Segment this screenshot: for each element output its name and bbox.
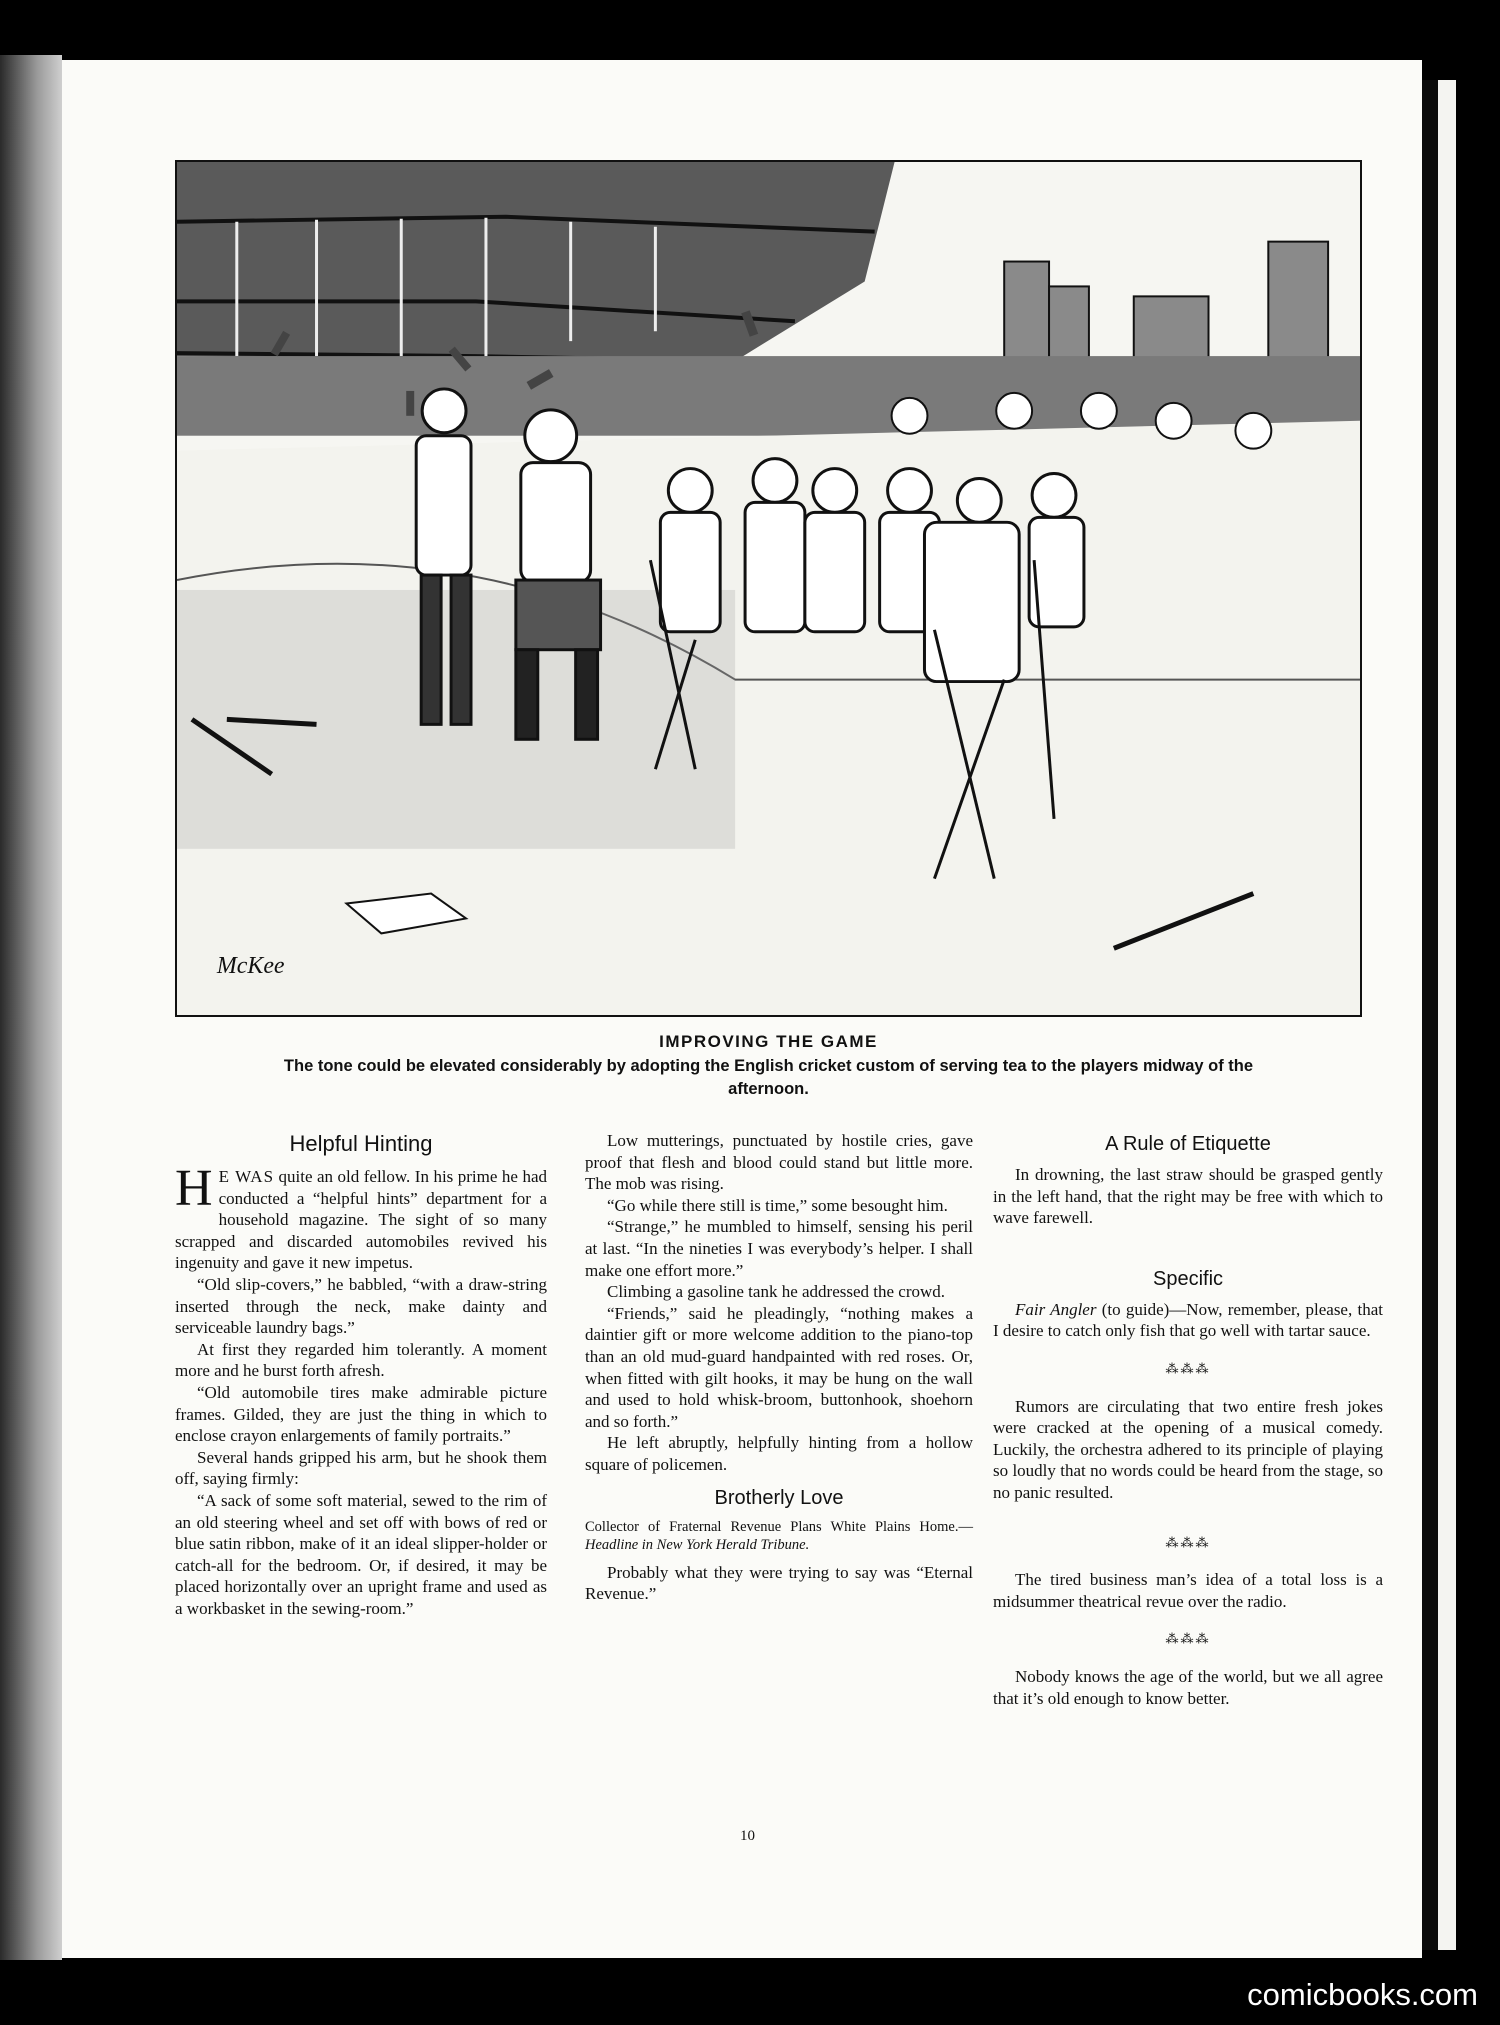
- article-paragraph: He left abruptly, helpfully hinting from a hollow square of policemen.: [585, 1433, 973, 1474]
- opening-text: quite an old fellow. In his prime he had conducted a “helpful hints” department for a household magazine. The sight of so many scrapped and discarded automobiles revived his ingenuity and gave it new impetus.: [175, 1167, 547, 1273]
- article-paragraph: Climbing a gasoline tank he addressed the crowd.: [607, 1282, 946, 1302]
- article-paragraph: [175, 1160, 547, 1274]
- cartoon-caption: [175, 1031, 1362, 1101]
- section-divider-ornament: ⁂⁂⁂: [1165, 1360, 1211, 1376]
- cartoon-caption-text: The tone could be elevated considerably by adopting the English cricket custom of serving tea to the players midway of the afternoon.: [283, 1057, 1254, 1098]
- speaker-name: Fair Angler: [1015, 1299, 1097, 1319]
- section-divider-ornament: ⁂⁂⁂: [1165, 1534, 1211, 1550]
- article-paragraph: Several hands gripped his arm, but he shook them off, saying firmly:: [175, 1447, 547, 1489]
- page-border: [1422, 80, 1438, 1950]
- dialogue-text: (to guide)—Now, remember, please, that I desire to catch only fish that go well with tartar sauce.: [993, 1299, 1383, 1341]
- cartoon-title: IMPROVING THE GAME: [659, 1032, 878, 1051]
- drop-cap: H: [175, 1160, 213, 1217]
- article-paragraph: At first they regarded him tolerantly. A moment more and he burst forth afresh.: [175, 1339, 547, 1381]
- article-paragraph: “Friends,” said he pleadingly, “nothing makes a daintier gift or more welcome addition to the piano-top than an old mud-guard handpainted with red roses. Or, when fitted with gilt hooks, it may be hung on the wall and used to hold whisk-broom, buttonhook, shoehorn and so forth.”: [585, 1303, 973, 1431]
- heading-specific: Specific: [1152, 1267, 1224, 1290]
- grandstand: [177, 162, 895, 361]
- article-paragraph: “A sack of some soft material, sewed to the rim of an old steering wheel and set off with bows of red or blue satin ribbon, make of it an ideal slipper-holder or catch-all for the bedroom. Or, if desired, it may be placed horizontally over an upright frame and used as a workbasket in the sewing-room.”: [175, 1490, 547, 1618]
- book-spine-edge: [0, 55, 62, 1960]
- article-paragraph: In drowning, the last straw should be grasped gently in the left hand, that the right may be free with which to wave farewell.: [993, 1165, 1383, 1228]
- article-paragraph: “Go while there still is time,” some besought him.: [607, 1195, 948, 1215]
- heading-rule-of-etiquette: A Rule of Etiquette: [1105, 1133, 1271, 1155]
- article-paragraph: Probably what they were trying to say was “Eternal Revenue.”: [585, 1562, 973, 1604]
- article-paragraph: Low mutterings, punctuated by hostile cries, gave proof that flesh and blood could stand but little more. The mob was rising.: [585, 1131, 973, 1194]
- article-paragraph: “Old automobile tires make admirable picture frames. Gilded, they are just the thing in which to enclose crayon enlargements of family portraits.”: [175, 1382, 547, 1446]
- headline-quote: [585, 1518, 973, 1554]
- section-divider-ornament: ⁂⁂⁂: [1165, 1631, 1211, 1647]
- column-1: [175, 1130, 547, 1619]
- article-paragraph: Rumors are circulating that two entire fresh jokes were cracked at the opening of a musical comedy. Luckily, the orchestra adhered to its principle of playing so loudly that no words could be heard from the stage, so no panic resulted.: [993, 1396, 1383, 1502]
- artist-signature: McKee: [216, 953, 285, 980]
- article-paragraph: “Strange,” he mumbled to himself, sensing his peril at last. “In the nineties I was everybody’s helper. I shall make one effort more.”: [585, 1217, 973, 1280]
- small-caps-opening: E WAS: [218, 1167, 275, 1186]
- heading-helpful-hinting: Helpful Hinting: [289, 1131, 433, 1156]
- headline-text: Collector of Fraternal Revenue Plans White Plains Home.—: [585, 1518, 973, 1535]
- column-3: [993, 1130, 1383, 1709]
- baseball-tea-cartoon: [177, 162, 1360, 1015]
- facing-page-edge: [1438, 80, 1456, 1950]
- column-2: [585, 1130, 973, 1605]
- article-paragraph: [993, 1299, 1383, 1342]
- cartoon-illustration: [175, 160, 1362, 1017]
- article-paragraph: The tired business man’s idea of a total loss is a midsummer theatrical revue over the radio.: [993, 1570, 1383, 1611]
- watermark: comicbooks.com: [1247, 1977, 1478, 2012]
- article-paragraph: Nobody knows the age of the world, but we all agree that it’s old enough to know better.: [993, 1666, 1383, 1708]
- heading-brotherly-love: Brotherly Love: [714, 1486, 844, 1509]
- headline-source: Headline in New York Herald Tribune.: [585, 1536, 810, 1553]
- article-paragraph: “Old slip-covers,” he babbled, “with a draw-string inserted through the neck, make dainty and serviceable laundry bags.”: [175, 1274, 547, 1338]
- page-number: 10: [740, 1828, 755, 1844]
